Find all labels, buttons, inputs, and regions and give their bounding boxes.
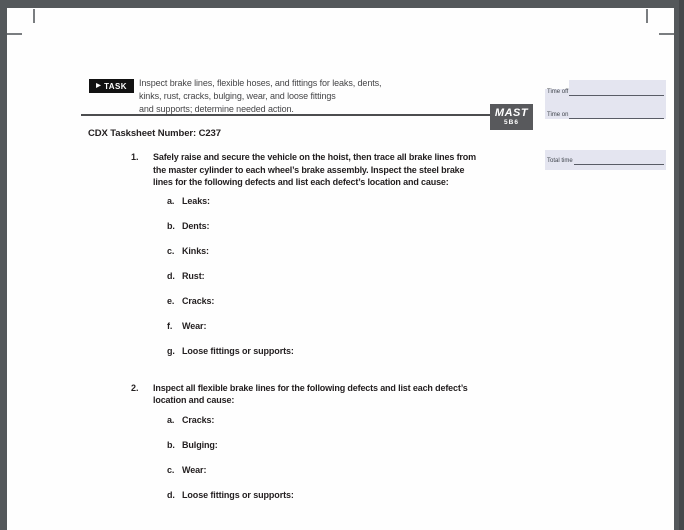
question-item-1 <box>131 151 551 189</box>
sub-item-label: Wear: <box>182 464 207 475</box>
task-label-text: TASK <box>104 81 127 91</box>
question-list <box>131 151 551 515</box>
sub-item-label: Dents: <box>182 220 210 231</box>
question-text <box>153 382 551 407</box>
time-field-row <box>547 157 664 165</box>
sub-item-letter: g. <box>167 345 175 356</box>
sub-item-label: Cracks: <box>182 295 215 306</box>
mast-badge <box>490 104 533 130</box>
crop-mark-icon <box>33 9 35 23</box>
sub-item-letter: e. <box>167 295 175 306</box>
time-on-label: Time on <box>547 112 569 118</box>
total-time-label: Total time <box>547 158 573 164</box>
task-description-line: kinks, rust, cracks, bulging, wear, and loose fittings <box>139 91 336 101</box>
tasksheet-number: CDX Tasksheet Number: C237 <box>88 128 221 139</box>
crop-mark-icon <box>646 9 648 23</box>
sub-item <box>167 415 551 425</box>
mast-badge-title: MAST <box>494 107 529 119</box>
sub-item-label: Leaks: <box>182 195 210 206</box>
task-label <box>89 79 134 93</box>
total-time-blank[interactable] <box>574 163 664 165</box>
time-off-blank[interactable] <box>569 94 664 96</box>
sub-item <box>167 490 551 500</box>
sub-item-letter: b. <box>167 439 175 450</box>
question-number: 2. <box>131 382 139 393</box>
task-description <box>139 77 381 116</box>
viewport-right-edge <box>679 0 684 530</box>
time-panel <box>545 80 666 170</box>
sub-item <box>167 196 551 206</box>
sub-item <box>167 440 551 450</box>
sub-item-letter: a. <box>167 195 175 206</box>
task-description-line: Inspect brake lines, flexible hoses, and fittings for leaks, dents, <box>139 78 382 88</box>
sub-item-label: Kinks: <box>182 245 209 256</box>
question-text-line: Inspect all flexible brake lines for the following defects and list each defect’s <box>153 382 468 393</box>
question-text-line: Safely raise and secure the vehicle on the hoist, then trace all brake lines from <box>153 152 476 162</box>
sub-item-list <box>167 196 551 356</box>
sub-item-letter: f. <box>167 320 173 331</box>
sub-item-letter: d. <box>167 270 175 281</box>
sub-item-label: Wear: <box>182 320 207 331</box>
question-number: 1. <box>131 152 139 162</box>
time-off-label: Time off <box>547 89 569 95</box>
task-description-line: and supports; determine needed action. <box>139 104 294 114</box>
time-on-blank[interactable] <box>569 117 664 119</box>
sub-item-label: Loose fittings or supports: <box>182 345 294 356</box>
sub-item-label: Cracks: <box>182 414 215 425</box>
sub-item-label: Rust: <box>182 270 205 281</box>
sub-item <box>167 246 551 256</box>
sub-item <box>167 321 551 331</box>
time-field-row <box>547 111 664 119</box>
sub-item-label: Loose fittings or supports: <box>182 489 294 500</box>
crop-mark-icon <box>659 33 674 35</box>
sub-item <box>167 221 551 231</box>
question-text-line: location and cause: <box>153 395 235 406</box>
mast-badge-code: 5B6 <box>504 119 519 126</box>
section-divider <box>81 114 531 116</box>
task-arrow-icon: ▶ <box>96 83 102 89</box>
question-text <box>153 151 551 189</box>
sub-item-label: Bulging: <box>182 439 218 450</box>
sub-item <box>167 296 551 306</box>
question-text-line: lines for the following defects and list each defect’s location and cause: <box>153 177 449 188</box>
sub-item <box>167 271 551 281</box>
sub-item-letter: c. <box>167 464 175 475</box>
time-field-row <box>547 88 664 96</box>
question-text-line: the master cylinder to each wheel’s brake assembly. Inspect the steel brake <box>153 164 465 175</box>
sub-item-letter: d. <box>167 489 175 500</box>
crop-mark-icon <box>7 33 22 35</box>
sub-item-list <box>167 415 551 500</box>
sub-item-letter: b. <box>167 220 175 231</box>
sub-item <box>167 346 551 356</box>
sub-item <box>167 465 551 475</box>
sub-item-letter: a. <box>167 414 175 425</box>
sub-item-letter: c. <box>167 245 175 256</box>
question-item-2 <box>131 382 551 407</box>
